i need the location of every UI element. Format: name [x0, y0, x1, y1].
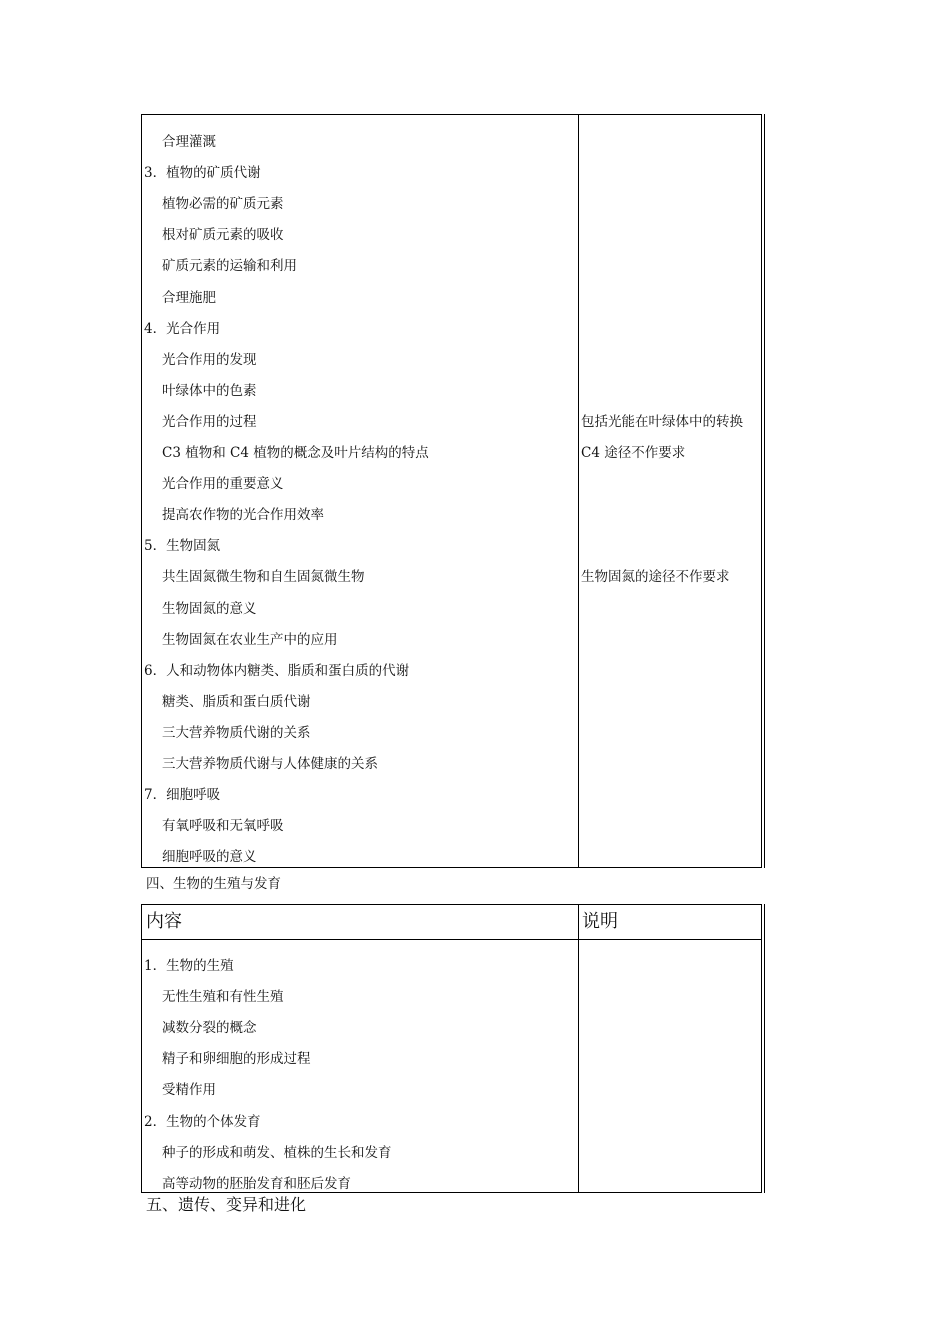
column-divider: [578, 905, 579, 1192]
topic-heading: 5．生物固氮: [144, 538, 221, 555]
subtopic-item: 合理灌溉: [162, 134, 216, 150]
section-4-title: 四、生物的生殖与发育: [146, 876, 281, 892]
table-header-row: [142, 905, 761, 940]
subtopic-item: 糖类、脂质和蛋白质代谢: [162, 693, 311, 710]
subtopic-item: C3 植物和 C4 植物的概念及叶片结构的特点: [162, 445, 429, 461]
table-double-border: [762, 904, 765, 1193]
subtopic-item: 细胞呼吸的意义: [162, 849, 257, 866]
subtopic-item: 根对矿质元素的吸收: [162, 227, 284, 244]
table-metabolism: [141, 114, 762, 868]
subtopic-item: 光合作用的重要意义: [162, 476, 284, 493]
subtopic-item: 叶绿体中的色素: [162, 382, 257, 399]
topic-heading: 1．生物的生殖: [144, 958, 234, 974]
topic-heading: 3．植物的矿质代谢: [144, 165, 261, 182]
subtopic-item: 提高农作物的光合作用效率: [162, 507, 324, 524]
subtopic-item: 三大营养物质代谢的关系: [162, 724, 311, 741]
subtopic-item: 合理施肥: [162, 289, 216, 306]
subtopic-item: 矿质元素的运输和利用: [162, 258, 297, 275]
note-text: C4 途径不作要求: [581, 445, 686, 461]
subtopic-item: 植物必需的矿质元素: [162, 196, 284, 213]
table-double-border: [762, 114, 765, 868]
subtopic-item: 共生固氮微生物和自生固氮微生物: [162, 569, 365, 586]
subtopic-item: 生物固氮在农业生产中的应用: [162, 631, 338, 648]
section-5-title: 五、遗传、变异和进化: [146, 1195, 307, 1214]
topic-heading: 7．细胞呼吸: [144, 787, 221, 804]
subtopic-item: 精子和卵细胞的形成过程: [162, 1051, 311, 1068]
topic-heading: 4．光合作用: [144, 320, 221, 337]
subtopic-item: 受精作用: [162, 1082, 216, 1099]
subtopic-item: 减数分裂的概念: [162, 1020, 257, 1037]
topic-heading: 6．人和动物体内糖类、脂质和蛋白质的代谢: [144, 662, 410, 679]
subtopic-item: 三大营养物质代谢与人体健康的关系: [162, 756, 378, 772]
topic-heading: 2．生物的个体发育: [144, 1113, 261, 1130]
header-note-label: 说明: [582, 911, 618, 932]
note-text: 包括光能在叶绿体中的转换: [581, 413, 743, 430]
header-content-label: 内容: [146, 911, 182, 932]
subtopic-item: 光合作用的发现: [162, 351, 257, 368]
note-text: 生物固氮的途径不作要求: [581, 569, 730, 586]
table-reproduction: [141, 904, 762, 1193]
subtopic-item: 生物固氮的意义: [162, 600, 257, 617]
subtopic-item: 光合作用的过程: [162, 413, 257, 430]
subtopic-item: 无性生殖和有性生殖: [162, 989, 284, 1006]
subtopic-item: 种子的形成和萌发、植株的生长和发育: [162, 1144, 392, 1161]
column-divider: [578, 115, 579, 867]
subtopic-item: 高等动物的胚胎发育和胚后发育: [162, 1175, 351, 1192]
subtopic-item: 有氧呼吸和无氧呼吸: [162, 818, 284, 835]
